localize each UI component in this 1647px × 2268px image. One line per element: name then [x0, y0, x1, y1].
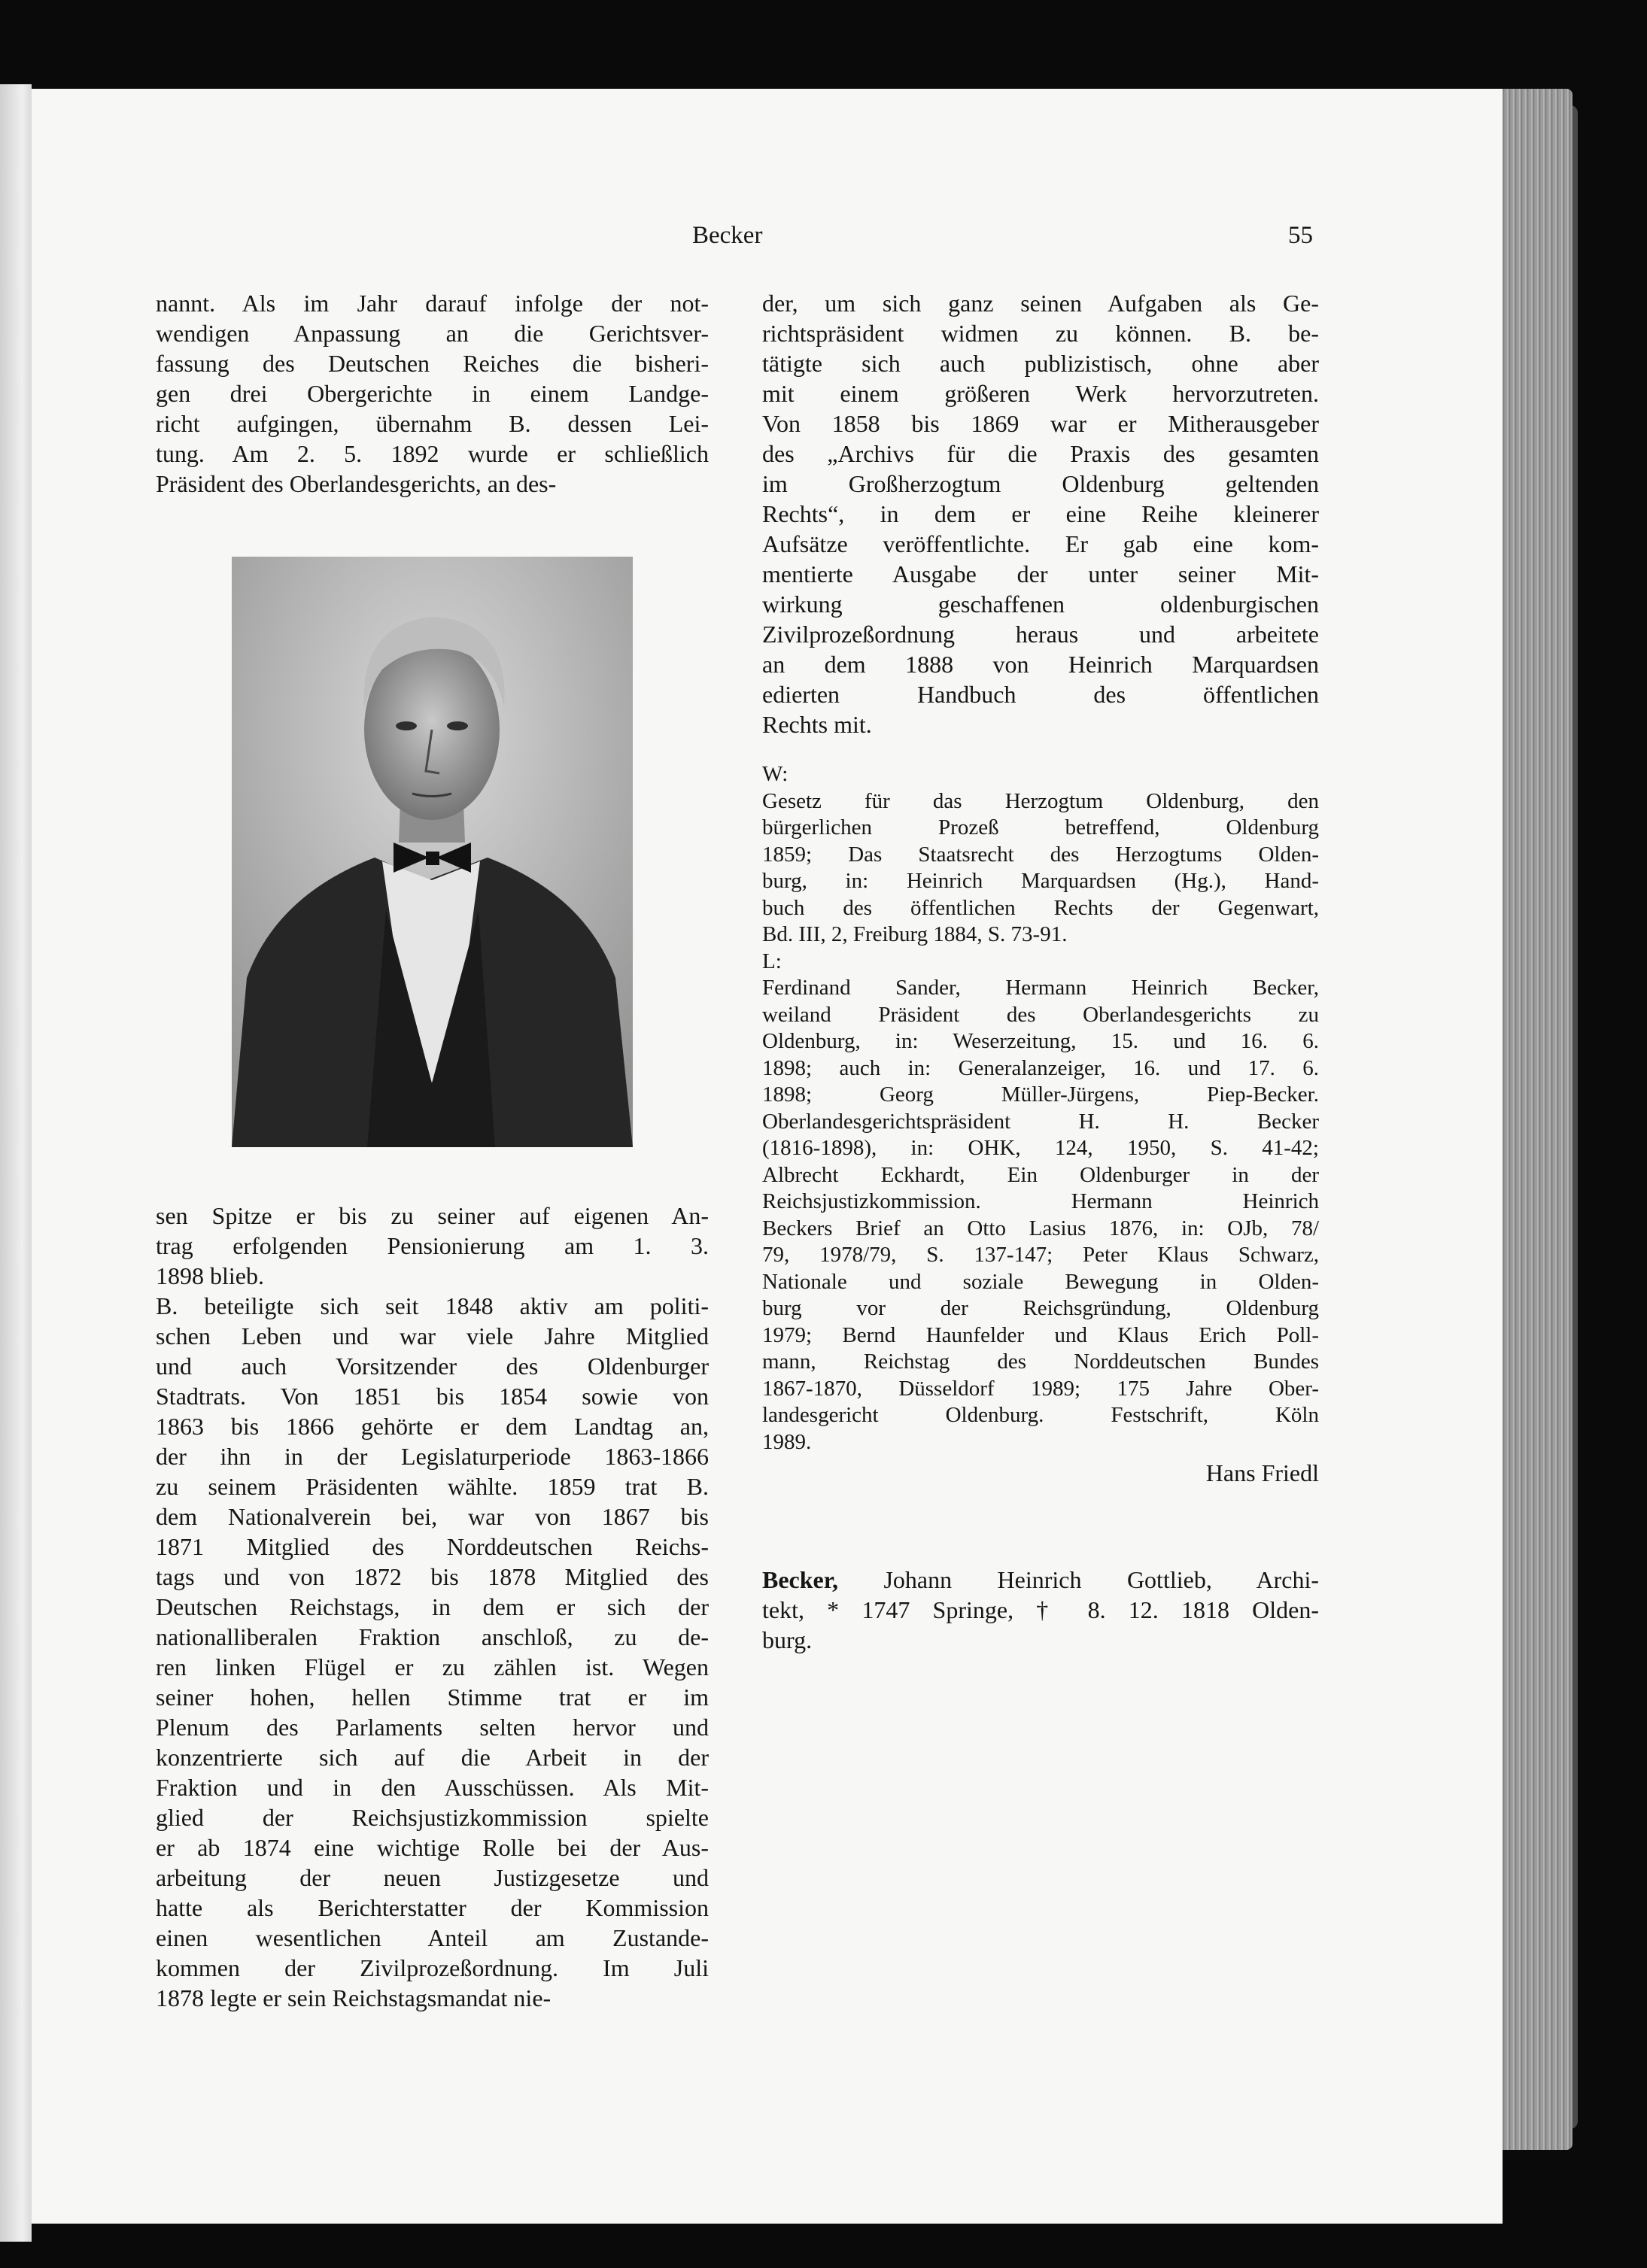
text-line: burg, in: Heinrich Marquardsen (Hg.), Hand- [762, 869, 1319, 893]
text-line: fassung des Deutschen Reiches die bisheri- [156, 350, 709, 377]
text-line: wirkung geschaffenen oldenburgischen [762, 591, 1319, 618]
text-line: Albrecht Eckhardt, Ein Oldenburger in der [762, 1162, 1319, 1187]
text-line: trag erfolgenden Pensionierung am 1. 3. [156, 1232, 709, 1259]
text-line: 1898; auch in: Generalanzeiger, 16. und 17. 6. [762, 1055, 1319, 1080]
text-line: schen Leben und war viele Jahre Mitglied [156, 1322, 709, 1350]
left-column-bottom-text [156, 1201, 709, 2013]
text-line: 1863 bis 1866 gehörte er dem Landtag an, [156, 1413, 709, 1440]
left-column-top-text [156, 288, 709, 499]
text-line: mann, Reichstag des Norddeutschen Bundes [762, 1350, 1319, 1374]
text-line: tung. Am 2. 5. 1892 wurde er schließlich [156, 440, 709, 467]
running-head [0, 222, 1647, 252]
text-line: Plenum des Parlaments selten hervor und [156, 1714, 709, 1741]
text-line: Bd. III, 2, Freiburg 1884, S. 73-91. [762, 922, 1068, 946]
next-entry-header [762, 1565, 1319, 1655]
text-line: Beckers Brief an Otto Lasius 1876, in: OJb, 78/ [762, 1216, 1319, 1240]
text-line: Oldenburg, in: Weserzeitung, 15. und 16. 6. [762, 1029, 1319, 1053]
text-line: kommen der Zivilprozeßordnung. Im Juli [156, 1954, 709, 1981]
text-line: Rechts mit. [762, 711, 872, 738]
text-line: wendigen Anpassung an die Gerichtsver- [156, 320, 709, 347]
text-line: burg vor der Reichsgründung, Oldenburg [762, 1296, 1319, 1320]
text-line: einen wesentlichen Anteil am Zustande- [156, 1924, 709, 1951]
text-line: 1878 legte er sein Reichstagsmandat nie- [156, 1984, 552, 2011]
text-line: mit einem größeren Werk hervorzutreten. [762, 380, 1319, 407]
text-line: 1859; Das Staatsrecht des Herzogtums Olden- [762, 842, 1319, 867]
text-line: Aufsätze veröffentlichte. Er gab eine kom- [762, 530, 1319, 557]
text-line: buch des öffentlichen Rechts der Gegenwart, [762, 895, 1319, 920]
text-line: 1898 blieb. [156, 1262, 264, 1289]
text-line: 1871 Mitglied des Norddeutschen Reichs- [156, 1533, 709, 1560]
text-line: Reichsjustizkommission. Hermann Heinrich [762, 1189, 1319, 1213]
text-line: tags und von 1872 bis 1878 Mitglied des [156, 1563, 709, 1590]
text-line: dem Nationalverein bei, war von 1867 bis [156, 1503, 709, 1530]
book-block-edge [1494, 89, 1573, 2150]
text-line: hatte als Berichterstatter der Kommission [156, 1894, 709, 1921]
text-line: der ihn in der Legislaturperiode 1863-1866 [156, 1443, 709, 1470]
text-line: ren linken Flügel er zu zählen ist. Wegen [156, 1653, 709, 1681]
text-line: B. beteiligte sich seit 1848 aktiv am politi- [156, 1292, 709, 1319]
text-line: edierten Handbuch des öffentlichen [762, 681, 1319, 708]
text-line: Stadtrats. Von 1851 bis 1854 sowie von [156, 1383, 709, 1410]
text-line: nannt. Als im Jahr darauf infolge der not- [156, 290, 709, 317]
portrait-photograph [232, 557, 633, 1147]
text-line: Rechts“, in dem er eine Reihe kleinerer [762, 500, 1319, 527]
text-line: 79, 1978/79, S. 137-147; Peter Klaus Schwarz, [762, 1243, 1319, 1267]
text-line: Gesetz für das Herzogtum Oldenburg, den [762, 788, 1319, 813]
text-line: nationalliberalen Fraktion anschloß, zu de- [156, 1623, 709, 1650]
text-line: seiner hohen, hellen Stimme trat er im [156, 1684, 709, 1711]
text-line: konzentrierte sich auf die Arbeit in der [156, 1744, 709, 1771]
references-block [762, 761, 1319, 1487]
text-line: des „Archivs für die Praxis des gesamten [762, 440, 1319, 467]
facing-page-edge [0, 84, 32, 2242]
text-line: Oberlandesgerichtspräsident H. H. Becker [762, 1109, 1319, 1134]
next-entry-line-2: tekt, * 1747 Springe, † 8. 12. 1818 Olden- [762, 1596, 1319, 1623]
text-line: 1979; Bernd Haunfelder und Klaus Erich Poll- [762, 1322, 1319, 1347]
text-line: 1867-1870, Düsseldorf 1989; 175 Jahre Ober- [762, 1376, 1319, 1401]
text-line: im Großherzogtum Oldenburg geltenden [762, 470, 1319, 497]
text-line: Präsident des Oberlandesgerichts, an des- [156, 470, 557, 497]
author-signature: Hans Friedl [1205, 1459, 1319, 1486]
text-line: gen drei Obergerichte in einem Landge- [156, 380, 709, 407]
next-entry-line-3: burg. [762, 1626, 813, 1653]
text-line: zu seinem Präsidenten wählte. 1859 trat B. [156, 1473, 709, 1500]
text-line: Zivilprozeßordnung heraus und arbeitete [762, 621, 1319, 648]
text-line: bürgerlichen Prozeß betreffend, Oldenburg [762, 815, 1319, 839]
text-line: Von 1858 bis 1869 war er Mitherausgeber [762, 410, 1319, 437]
text-line: richt aufgingen, übernahm B. dessen Lei- [156, 410, 709, 437]
text-line: der, um sich ganz seinen Aufgaben als Ge- [762, 290, 1319, 317]
text-line: 1898; Georg Müller-Jürgens, Piep-Becker. [762, 1082, 1319, 1107]
text-line: 1989. [762, 1429, 812, 1454]
text-line: und auch Vorsitzender des Oldenburger [156, 1353, 709, 1380]
text-line: richtspräsident widmen zu können. B. be- [762, 320, 1319, 347]
text-line: sen Spitze er bis zu seiner auf eigenen An- [156, 1202, 709, 1229]
next-entry-line-1: Becker, Johann Heinrich Gottlieb, Archi- [762, 1566, 1319, 1593]
text-line: tätigte sich auch publizistisch, ohne aber [762, 350, 1319, 377]
right-column-text [762, 288, 1319, 739]
text-line: W: [762, 762, 789, 786]
text-line: Ferdinand Sander, Hermann Heinrich Becker, [762, 976, 1319, 1000]
text-line: weiland Präsident des Oberlandesgerichts zu [762, 1002, 1319, 1027]
text-line: er ab 1874 eine wichtige Rolle bei der Aus- [156, 1834, 709, 1861]
text-line: glied der Reichsjustizkommission spielte [156, 1804, 709, 1831]
text-line: mentierte Ausgabe der unter seiner Mit- [762, 560, 1319, 587]
text-line: L: [762, 949, 782, 973]
text-line: landesgericht Oldenburg. Festschrift, Köln [762, 1403, 1319, 1427]
text-line: Deutschen Reichstags, in dem er sich der [156, 1593, 709, 1620]
text-line: (1816-1898), in: OHK, 124, 1950, S. 41-42; [762, 1136, 1319, 1160]
next-entry-name: Becker, [762, 1566, 839, 1593]
running-head-title: Becker [692, 222, 763, 249]
text-line: arbeitung der neuen Justizgesetze und [156, 1864, 709, 1891]
text-line: Fraktion und in den Ausschüssen. Als Mit- [156, 1774, 709, 1801]
text-line: an dem 1888 von Heinrich Marquardsen [762, 651, 1319, 678]
page-number: 55 [1288, 222, 1313, 249]
text-line: Nationale und soziale Bewegung in Olden- [762, 1269, 1319, 1294]
